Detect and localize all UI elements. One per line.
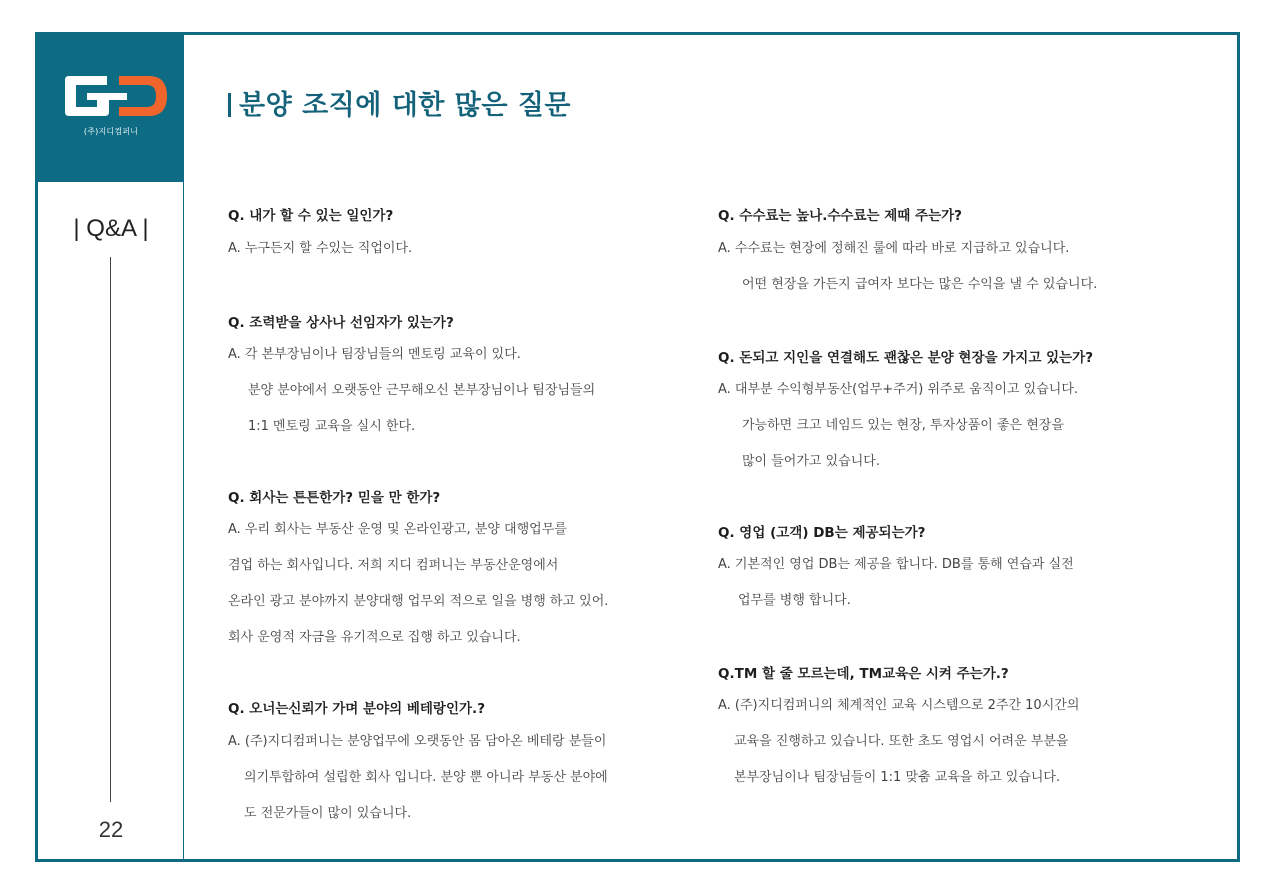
- answer-line: 1:1 멘토링 교육을 실시 한다.: [248, 419, 416, 434]
- answer-line: A. 각 본부장님이나 팀장님들의 멘토링 교육이 있다.: [228, 347, 521, 362]
- answer-line: A. (주)지디컴퍼니의 체계적인 교육 시스템으로 2주간 10시간의: [718, 698, 1080, 713]
- page-title-text: 분양 조직에 대한 많은 질문: [239, 90, 572, 121]
- company-logo: [63, 74, 169, 118]
- question: Q.TM 할 줄 모르는데, TM교육은 시켜 주는가.?: [718, 666, 1009, 682]
- answer-line: 도 전문가들이 많이 있습니다.: [244, 806, 412, 821]
- answer-line: 많이 들어가고 있습니다.: [742, 454, 880, 469]
- logo-panel: [38, 35, 184, 182]
- answer: [718, 547, 1074, 619]
- question: Q. 조력받을 상사나 선임자가 있는가?: [228, 315, 454, 331]
- page-frame: [35, 32, 1240, 862]
- question: Q. 수수료는 높나.수수료는 제때 주는가?: [718, 208, 962, 224]
- answer-line: 분양 분야에서 오랫동안 근무해오신 본부장님이나 팀장님들의: [248, 383, 596, 398]
- answer-line: 온라인 광고 분야까지 분양대행 업무외 적으로 일을 병행 하고 있어.: [228, 594, 609, 609]
- question: Q. 내가 할 수 있는 일인가?: [228, 208, 394, 224]
- answer-line: 어떤 현장을 가든지 급여자 보다는 많은 수익을 낼 수 있습니다.: [742, 277, 1098, 292]
- answer: [718, 688, 1079, 796]
- answer-line: 가능하면 크고 네임드 있는 현장, 투자상품이 좋은 현장을: [742, 418, 1064, 433]
- vertical-divider: [110, 257, 111, 802]
- answer-line: A. (주)지디컴퍼니는 분양업무에 오랫동안 몸 담아온 베테랑 분들이: [228, 734, 607, 749]
- answer: [228, 512, 608, 656]
- answer-line: A. 기본적인 영업 DB는 제공을 합니다. DB를 통해 연습과 실전: [718, 557, 1074, 572]
- answer-line: 업무를 병행 합니다.: [738, 593, 851, 608]
- answer: [228, 231, 412, 267]
- question: Q. 회사는 튼튼한가? 믿을 만 한가?: [228, 490, 441, 506]
- question: Q. 영업 (고객) DB는 제공되는가?: [718, 525, 926, 541]
- answer-line: 회사 운영적 자금을 유기적으로 집행 하고 있습니다.: [228, 630, 521, 645]
- section-label: | Q&A |: [73, 215, 149, 242]
- answer-line: 의기투합하여 설립한 회사 입니다. 분양 뿐 아니라 부동산 분야에: [244, 770, 608, 785]
- answer: [718, 231, 1097, 303]
- title-bar: [228, 93, 231, 117]
- answer-line: A. 우리 회사는 부동산 운영 및 온라인광고, 분양 대행업무를: [228, 522, 567, 537]
- answer: [228, 337, 595, 445]
- answer-line: A. 대부분 수익형부동산(업무+주거) 위주로 움직이고 있습니다.: [718, 382, 1079, 397]
- answer: [228, 724, 608, 832]
- answer: [718, 372, 1078, 480]
- page-title: [228, 83, 571, 122]
- answer-line: A. 누구든지 할 수있는 직업이다.: [228, 241, 413, 256]
- question: Q. 돈되고 지인을 연결해도 괜찮은 분양 현장을 가지고 있는가?: [718, 350, 1094, 366]
- company-subtitle: (주)지디컴퍼니: [83, 127, 139, 136]
- question: Q. 오너는신뢰가 가며 분야의 베테랑인가.?: [228, 701, 486, 717]
- answer-line: 교육을 진행하고 있습니다. 또한 초도 영업시 어려운 부분을: [734, 734, 1069, 749]
- answer-line: 겸업 하는 회사입니다. 저희 지디 컴퍼니는 부동산운영에서: [228, 558, 559, 573]
- answer-line: A. 수수료는 현장에 정해진 룰에 따라 바로 지급하고 있습니다.: [718, 241, 1070, 256]
- answer-line: 본부장님이나 팀장님들이 1:1 맞춤 교육을 하고 있습니다.: [734, 770, 1061, 785]
- page-number: 22: [98, 817, 124, 842]
- sidebar: [38, 35, 184, 859]
